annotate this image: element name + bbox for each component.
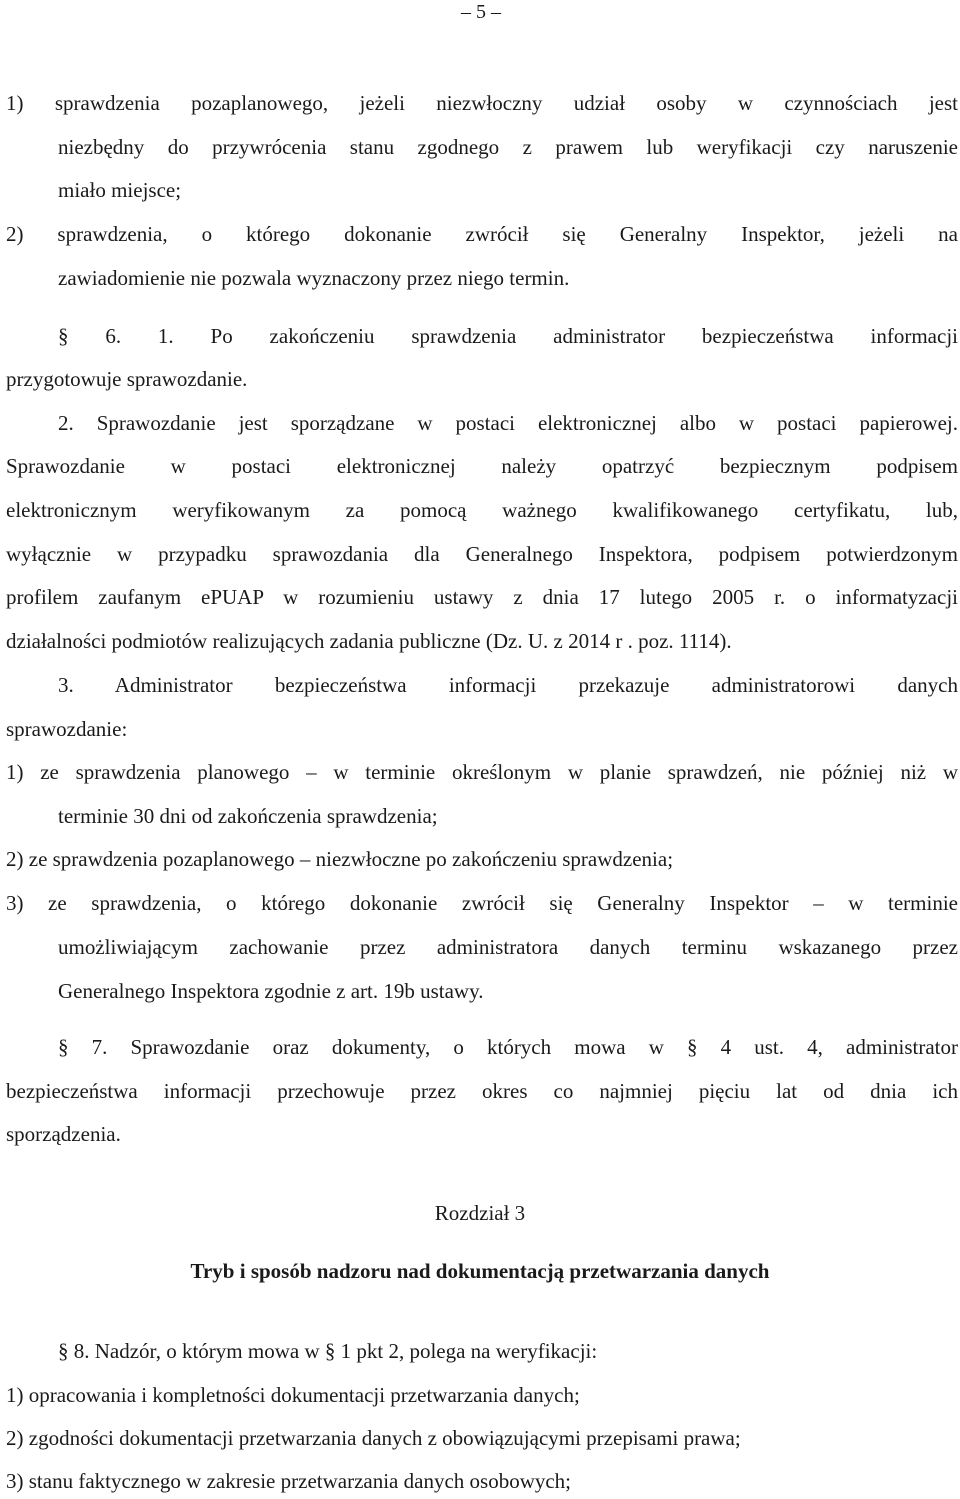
text-line: bezpieczeństwa informacji przechowuje przez okres co najmniej pięciu lat od dnia ich (6, 1079, 958, 1103)
chapter-heading: Tryb i sposób nadzoru nad dokumentacją przetwarzania danych (190, 1259, 770, 1283)
chapter-title: Rozdział 3 (434, 1201, 526, 1225)
page-number: – 5 – (461, 1, 501, 23)
text-line: 2) zgodności dokumentacji przetwarzania danych z obowiązującymi przepisami prawa; (6, 1426, 741, 1450)
text-line: 1) opracowania i kompletności dokumentacji przetwarzania danych; (6, 1383, 580, 1407)
text-line: działalności podmiotów realizujących zadania publiczne (Dz. U. z 2014 r . poz. 1114). (6, 629, 732, 653)
text-line: zawiadomienie nie pozwala wyznaczony przez niego termin. (58, 266, 570, 290)
text-line: 3) stanu faktycznego w zakresie przetwarzania danych osobowych; (6, 1469, 572, 1493)
text-line: sprawozdanie: (6, 717, 128, 741)
text-line: 3) ze sprawdzenia, o którego dokonanie zwrócił się Generalny Inspektor – w terminie (6, 891, 958, 915)
text-line: § 6. 1. Po zakończeniu sprawdzenia administrator bezpieczeństwa informacji (58, 324, 958, 348)
text-line: 1) sprawdzenia pozaplanowego, jeżeli niezwłoczny udział osoby w czynnościach jest (6, 91, 958, 115)
text-line: 2. Sprawozdanie jest sporządzane w postaci elektronicznej albo w postaci papierowej. (58, 411, 958, 435)
text-line: profilem zaufanym ePUAP w rozumieniu ustawy z dnia 17 lutego 2005 r. o informatyzacji (6, 585, 958, 609)
text-line: elektronicznym weryfikowanym za pomocą ważnego kwalifikowanego certyfikatu, lub, (6, 498, 958, 522)
text-line: wyłącznie w przypadku sprawozdania dla Generalnego Inspektora, podpisem potwierdzonym (6, 542, 958, 566)
text-line: § 8. Nadzór, o którym mowa w § 1 pkt 2, polega na weryfikacji: (58, 1339, 598, 1363)
text-line: 3. Administrator bezpieczeństwa informacji przekazuje administratorowi danych (58, 673, 958, 697)
text-line: sporządzenia. (6, 1122, 121, 1146)
text-line: 2) ze sprawdzenia pozaplanowego – niezwłoczne po zakończeniu sprawdzenia; (6, 847, 674, 871)
text-line: Sprawozdanie w postaci elektronicznej należy opatrzyć bezpiecznym podpisem (6, 454, 958, 478)
text-line: miało miejsce; (58, 178, 182, 202)
text-line: umożliwiającym zachowanie przez administratora danych terminu wskazanego przez (58, 935, 958, 959)
text-line: terminie 30 dni od zakończenia sprawdzenia; (58, 804, 438, 828)
text-line: przygotowuje sprawozdanie. (6, 367, 248, 391)
text-line: § 7. Sprawozdanie oraz dokumenty, o których mowa w § 4 ust. 4, administrator (58, 1035, 958, 1059)
text-line: niezbędny do przywrócenia stanu zgodnego z prawem lub weryfikacji czy naruszenie (58, 135, 958, 159)
text-line: 1) ze sprawdzenia planowego – w terminie określonym w planie sprawdzeń, nie później niż w (6, 760, 958, 784)
text-line: Generalnego Inspektora zgodnie z art. 19b ustawy. (58, 979, 484, 1003)
text-line: 2) sprawdzenia, o którego dokonanie zwrócił się Generalny Inspektor, jeżeli na (6, 222, 958, 246)
